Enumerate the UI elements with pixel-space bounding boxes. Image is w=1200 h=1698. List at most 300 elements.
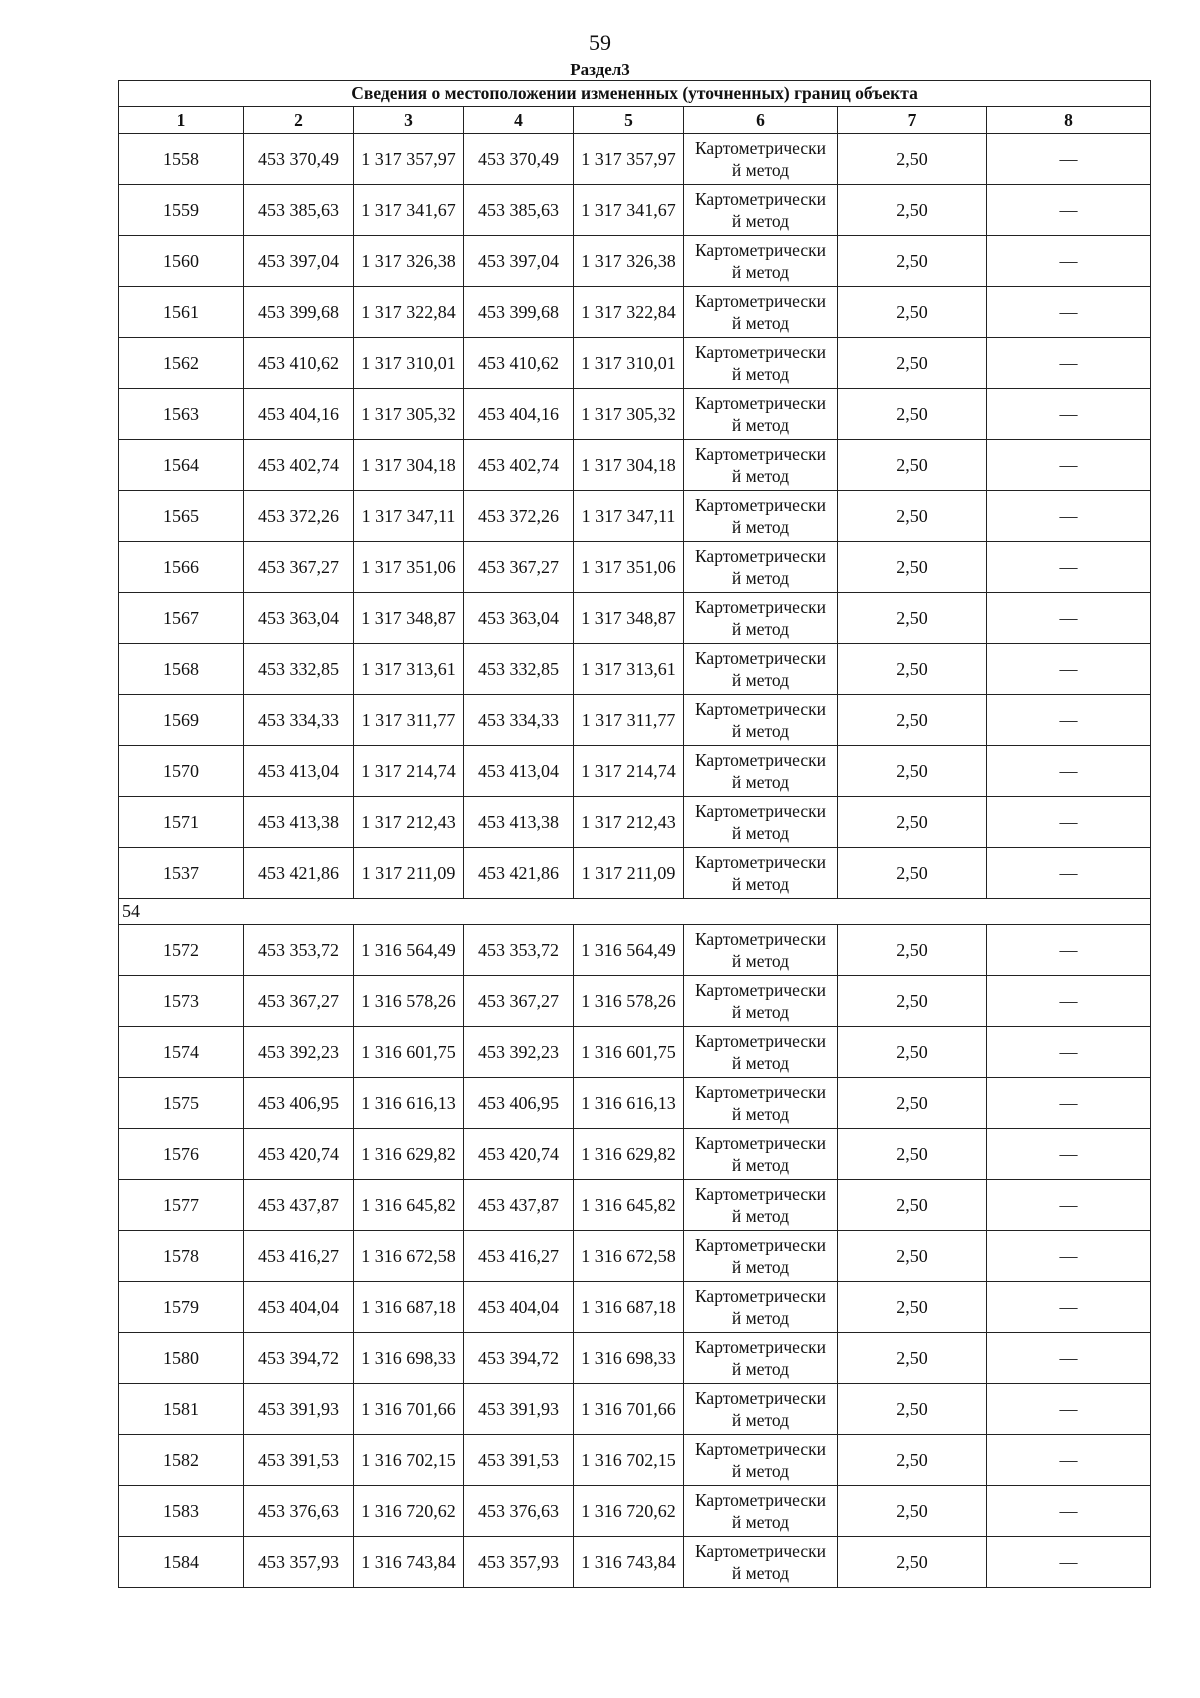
table-row — [119, 236, 1151, 287]
point-number-cell: 1568 — [119, 644, 244, 695]
accuracy-cell: 2,50 — [838, 185, 987, 236]
x-existing-cell: 453 372,26 — [244, 491, 354, 542]
accuracy-cell: 2,50 — [838, 925, 987, 976]
point-number-cell: 1562 — [119, 338, 244, 389]
method-cell — [684, 1027, 838, 1078]
x-new-cell: 453 392,23 — [464, 1027, 574, 1078]
note-cell: — — [987, 491, 1151, 542]
y-existing-cell: 1 316 564,49 — [354, 925, 464, 976]
y-new-cell: 1 316 701,66 — [574, 1384, 684, 1435]
method-text-line: Картометрически — [694, 1133, 827, 1153]
x-existing-cell: 453 391,53 — [244, 1435, 354, 1486]
point-number-cell: 1582 — [119, 1435, 244, 1486]
y-new-cell: 1 316 687,18 — [574, 1282, 684, 1333]
note-cell: — — [987, 925, 1151, 976]
y-new-cell: 1 316 743,84 — [574, 1537, 684, 1588]
y-existing-cell: 1 317 212,43 — [354, 797, 464, 848]
y-new-cell: 1 317 310,01 — [574, 338, 684, 389]
note-cell: — — [987, 1384, 1151, 1435]
note-cell: — — [987, 1129, 1151, 1180]
table-row — [119, 338, 1151, 389]
accuracy-cell: 2,50 — [838, 1333, 987, 1384]
method-text-line: й метод — [731, 1461, 790, 1481]
table-row — [119, 440, 1151, 491]
y-existing-cell: 1 317 310,01 — [354, 338, 464, 389]
method-text-line: й метод — [731, 772, 790, 792]
x-existing-cell: 453 334,33 — [244, 695, 354, 746]
y-new-cell: 1 316 720,62 — [574, 1486, 684, 1537]
x-new-cell: 453 376,63 — [464, 1486, 574, 1537]
method-text-line: й метод — [731, 1410, 790, 1430]
y-existing-cell: 1 317 304,18 — [354, 440, 464, 491]
x-new-cell: 453 370,49 — [464, 134, 574, 185]
method-cell — [684, 976, 838, 1027]
method-text-line: Картометрически — [694, 699, 827, 719]
accuracy-cell: 2,50 — [838, 1282, 987, 1333]
x-existing-cell: 453 332,85 — [244, 644, 354, 695]
y-existing-cell: 1 317 313,61 — [354, 644, 464, 695]
method-cell — [684, 925, 838, 976]
table-title: Сведения о местоположении измененных (уточненных) границ объекта — [119, 81, 1151, 107]
x-new-cell: 453 402,74 — [464, 440, 574, 491]
y-new-cell: 1 316 702,15 — [574, 1435, 684, 1486]
x-new-cell: 453 421,86 — [464, 848, 574, 899]
method-cell — [684, 1078, 838, 1129]
x-new-cell: 453 410,62 — [464, 338, 574, 389]
method-cell — [684, 338, 838, 389]
method-text-line: Картометрически — [694, 1031, 827, 1051]
table-row — [119, 1486, 1151, 1537]
y-existing-cell: 1 317 311,77 — [354, 695, 464, 746]
y-new-cell: 1 317 214,74 — [574, 746, 684, 797]
column-header: 3 — [354, 107, 464, 134]
point-number-cell: 1559 — [119, 185, 244, 236]
note-cell: — — [987, 287, 1151, 338]
note-cell: — — [987, 1537, 1151, 1588]
x-new-cell: 453 420,74 — [464, 1129, 574, 1180]
method-text-line: Картометрически — [694, 648, 827, 668]
y-existing-cell: 1 317 322,84 — [354, 287, 464, 338]
y-existing-cell: 1 317 214,74 — [354, 746, 464, 797]
y-new-cell: 1 316 645,82 — [574, 1180, 684, 1231]
method-text-line: й метод — [731, 1359, 790, 1379]
y-existing-cell: 1 316 687,18 — [354, 1282, 464, 1333]
y-new-cell: 1 316 601,75 — [574, 1027, 684, 1078]
method-text-line: Картометрически — [694, 980, 827, 1000]
method-text-line: й метод — [731, 568, 790, 588]
table-row — [119, 797, 1151, 848]
point-number-cell: 1570 — [119, 746, 244, 797]
x-existing-cell: 453 437,87 — [244, 1180, 354, 1231]
accuracy-cell: 2,50 — [838, 1231, 987, 1282]
x-existing-cell: 453 404,16 — [244, 389, 354, 440]
method-text-line: й метод — [731, 1155, 790, 1175]
point-number-cell: 1566 — [119, 542, 244, 593]
point-number-cell: 1581 — [119, 1384, 244, 1435]
method-text-line: й метод — [731, 951, 790, 971]
accuracy-cell: 2,50 — [838, 491, 987, 542]
method-cell — [684, 797, 838, 848]
accuracy-cell: 2,50 — [838, 1078, 987, 1129]
section-label: Раздел3 — [570, 60, 630, 79]
accuracy-cell: 2,50 — [838, 338, 987, 389]
point-number-cell: 1583 — [119, 1486, 244, 1537]
x-existing-cell: 453 413,04 — [244, 746, 354, 797]
x-new-cell: 453 404,16 — [464, 389, 574, 440]
accuracy-cell: 2,50 — [838, 1027, 987, 1078]
point-number-cell: 1574 — [119, 1027, 244, 1078]
accuracy-cell: 2,50 — [838, 440, 987, 491]
method-text-line: Картометрически — [694, 852, 827, 872]
x-existing-cell: 453 376,63 — [244, 1486, 354, 1537]
x-new-cell: 453 413,04 — [464, 746, 574, 797]
method-text-line: Картометрически — [694, 597, 827, 617]
y-existing-cell: 1 316 743,84 — [354, 1537, 464, 1588]
method-cell — [684, 1129, 838, 1180]
method-text-line: Картометрически — [694, 240, 827, 260]
accuracy-cell: 2,50 — [838, 746, 987, 797]
method-cell — [684, 1435, 838, 1486]
table-row — [119, 389, 1151, 440]
point-number-cell: 1565 — [119, 491, 244, 542]
method-text-line: й метод — [731, 364, 790, 384]
note-cell: — — [987, 236, 1151, 287]
table-row — [119, 976, 1151, 1027]
column-number-row — [119, 107, 1151, 134]
accuracy-cell: 2,50 — [838, 644, 987, 695]
y-new-cell: 1 317 322,84 — [574, 287, 684, 338]
method-cell — [684, 542, 838, 593]
note-cell: — — [987, 644, 1151, 695]
column-header: 6 — [684, 107, 838, 134]
group-label: 54 — [119, 899, 1151, 925]
x-existing-cell: 453 391,93 — [244, 1384, 354, 1435]
point-number-cell: 1560 — [119, 236, 244, 287]
x-new-cell: 453 385,63 — [464, 185, 574, 236]
x-new-cell: 453 367,27 — [464, 542, 574, 593]
x-new-cell: 453 399,68 — [464, 287, 574, 338]
note-cell: — — [987, 440, 1151, 491]
table-row — [119, 593, 1151, 644]
point-number-cell: 1584 — [119, 1537, 244, 1588]
method-text-line: й метод — [731, 517, 790, 537]
method-text-line: Картометрически — [694, 342, 827, 362]
note-cell: — — [987, 185, 1151, 236]
table-row — [119, 1180, 1151, 1231]
method-text-line: й метод — [731, 1563, 790, 1583]
y-new-cell: 1 317 357,97 — [574, 134, 684, 185]
method-text-line: Картометрически — [694, 1286, 827, 1306]
accuracy-cell: 2,50 — [838, 848, 987, 899]
point-number-cell: 1564 — [119, 440, 244, 491]
x-existing-cell: 453 357,93 — [244, 1537, 354, 1588]
point-number-cell: 1575 — [119, 1078, 244, 1129]
x-new-cell: 453 334,33 — [464, 695, 574, 746]
x-new-cell: 453 353,72 — [464, 925, 574, 976]
y-new-cell: 1 316 616,13 — [574, 1078, 684, 1129]
method-text-line: й метод — [731, 1104, 790, 1124]
note-cell: — — [987, 797, 1151, 848]
y-existing-cell: 1 317 341,67 — [354, 185, 464, 236]
note-cell: — — [987, 1180, 1151, 1231]
column-header: 8 — [987, 107, 1151, 134]
method-cell — [684, 440, 838, 491]
accuracy-cell: 2,50 — [838, 1129, 987, 1180]
method-text-line: й метод — [731, 415, 790, 435]
method-text-line: Картометрически — [694, 1082, 827, 1102]
table-row — [119, 1435, 1151, 1486]
y-new-cell: 1 316 578,26 — [574, 976, 684, 1027]
y-new-cell: 1 317 348,87 — [574, 593, 684, 644]
note-cell: — — [987, 542, 1151, 593]
accuracy-cell: 2,50 — [838, 1435, 987, 1486]
method-text-line: Картометрически — [694, 801, 827, 821]
point-number-cell: 1579 — [119, 1282, 244, 1333]
y-existing-cell: 1 316 578,26 — [354, 976, 464, 1027]
method-text-line: й метод — [731, 1512, 790, 1532]
y-existing-cell: 1 316 720,62 — [354, 1486, 464, 1537]
x-existing-cell: 453 392,23 — [244, 1027, 354, 1078]
x-existing-cell: 453 421,86 — [244, 848, 354, 899]
y-existing-cell: 1 316 702,15 — [354, 1435, 464, 1486]
y-new-cell: 1 317 347,11 — [574, 491, 684, 542]
group-row — [119, 899, 1151, 925]
point-number-cell: 1576 — [119, 1129, 244, 1180]
method-text-line: й метод — [731, 466, 790, 486]
table-row — [119, 1231, 1151, 1282]
x-new-cell: 453 363,04 — [464, 593, 574, 644]
method-text-line: Картометрически — [694, 444, 827, 464]
table-row — [119, 542, 1151, 593]
method-cell — [684, 1486, 838, 1537]
y-existing-cell: 1 317 348,87 — [354, 593, 464, 644]
table-row — [119, 1282, 1151, 1333]
y-new-cell: 1 316 629,82 — [574, 1129, 684, 1180]
table-body — [119, 134, 1151, 1588]
x-existing-cell: 453 416,27 — [244, 1231, 354, 1282]
method-cell — [684, 287, 838, 338]
note-cell: — — [987, 1078, 1151, 1129]
x-new-cell: 453 332,85 — [464, 644, 574, 695]
method-cell — [684, 1537, 838, 1588]
x-existing-cell: 453 353,72 — [244, 925, 354, 976]
x-new-cell: 453 416,27 — [464, 1231, 574, 1282]
y-new-cell: 1 316 698,33 — [574, 1333, 684, 1384]
y-existing-cell: 1 316 645,82 — [354, 1180, 464, 1231]
accuracy-cell: 2,50 — [838, 1537, 987, 1588]
method-text-line: й метод — [731, 262, 790, 282]
y-new-cell: 1 317 341,67 — [574, 185, 684, 236]
accuracy-cell: 2,50 — [838, 1384, 987, 1435]
x-new-cell: 453 406,95 — [464, 1078, 574, 1129]
y-existing-cell: 1 317 351,06 — [354, 542, 464, 593]
note-cell: — — [987, 1282, 1151, 1333]
point-number-cell: 1563 — [119, 389, 244, 440]
method-cell — [684, 848, 838, 899]
note-cell: — — [987, 338, 1151, 389]
method-text-line: Картометрически — [694, 929, 827, 949]
x-existing-cell: 453 367,27 — [244, 542, 354, 593]
accuracy-cell: 2,50 — [838, 389, 987, 440]
method-cell — [684, 185, 838, 236]
column-header: 4 — [464, 107, 574, 134]
accuracy-cell: 2,50 — [838, 287, 987, 338]
y-existing-cell: 1 316 672,58 — [354, 1231, 464, 1282]
note-cell: — — [987, 1486, 1151, 1537]
table-row — [119, 695, 1151, 746]
table-row — [119, 1078, 1151, 1129]
column-header: 7 — [838, 107, 987, 134]
x-new-cell: 453 437,87 — [464, 1180, 574, 1231]
method-cell — [684, 1333, 838, 1384]
x-existing-cell: 453 397,04 — [244, 236, 354, 287]
coordinates-table — [118, 80, 1151, 1588]
x-existing-cell: 453 413,38 — [244, 797, 354, 848]
method-text-line: й метод — [731, 874, 790, 894]
x-existing-cell: 453 363,04 — [244, 593, 354, 644]
point-number-cell: 1569 — [119, 695, 244, 746]
y-existing-cell: 1 316 701,66 — [354, 1384, 464, 1435]
x-new-cell: 453 394,72 — [464, 1333, 574, 1384]
point-number-cell: 1558 — [119, 134, 244, 185]
y-existing-cell: 1 317 357,97 — [354, 134, 464, 185]
method-text-line: й метод — [731, 1002, 790, 1022]
method-text-line: й метод — [731, 670, 790, 690]
note-cell: — — [987, 746, 1151, 797]
method-cell — [684, 746, 838, 797]
method-text-line: й метод — [731, 211, 790, 231]
method-cell — [684, 593, 838, 644]
column-header: 1 — [119, 107, 244, 134]
y-new-cell: 1 317 211,09 — [574, 848, 684, 899]
x-new-cell: 453 372,26 — [464, 491, 574, 542]
method-text-line: й метод — [731, 1257, 790, 1277]
note-cell: — — [987, 1435, 1151, 1486]
point-number-cell: 1571 — [119, 797, 244, 848]
method-cell — [684, 1231, 838, 1282]
note-cell: — — [987, 695, 1151, 746]
method-text-line: й метод — [731, 619, 790, 639]
table-row — [119, 185, 1151, 236]
x-new-cell: 453 391,53 — [464, 1435, 574, 1486]
y-existing-cell: 1 317 305,32 — [354, 389, 464, 440]
x-existing-cell: 453 410,62 — [244, 338, 354, 389]
method-cell — [684, 695, 838, 746]
table-row — [119, 644, 1151, 695]
point-number-cell: 1577 — [119, 1180, 244, 1231]
table-row — [119, 491, 1151, 542]
accuracy-cell: 2,50 — [838, 542, 987, 593]
method-text-line: й метод — [731, 721, 790, 741]
y-existing-cell: 1 316 616,13 — [354, 1078, 464, 1129]
y-new-cell: 1 317 351,06 — [574, 542, 684, 593]
y-new-cell: 1 317 305,32 — [574, 389, 684, 440]
method-text-line: Картометрически — [694, 1541, 827, 1561]
table-row — [119, 134, 1151, 185]
method-text-line: й метод — [731, 1053, 790, 1073]
method-text-line: й метод — [731, 823, 790, 843]
note-cell: — — [987, 1333, 1151, 1384]
note-cell: — — [987, 134, 1151, 185]
note-cell: — — [987, 976, 1151, 1027]
point-number-cell: 1537 — [119, 848, 244, 899]
x-existing-cell: 453 402,74 — [244, 440, 354, 491]
y-existing-cell: 1 316 629,82 — [354, 1129, 464, 1180]
x-existing-cell: 453 367,27 — [244, 976, 354, 1027]
table-row — [119, 1129, 1151, 1180]
y-existing-cell: 1 316 698,33 — [354, 1333, 464, 1384]
x-existing-cell: 453 406,95 — [244, 1078, 354, 1129]
accuracy-cell: 2,50 — [838, 236, 987, 287]
table-row — [119, 1027, 1151, 1078]
table-row — [119, 1537, 1151, 1588]
table-row — [119, 746, 1151, 797]
method-text-line: Картометрически — [694, 291, 827, 311]
note-cell: — — [987, 593, 1151, 644]
point-number-cell: 1573 — [119, 976, 244, 1027]
method-text-line: Картометрически — [694, 750, 827, 770]
accuracy-cell: 2,50 — [838, 797, 987, 848]
method-text-line: Картометрически — [694, 393, 827, 413]
table-row — [119, 1384, 1151, 1435]
x-new-cell: 453 357,93 — [464, 1537, 574, 1588]
method-text-line: Картометрически — [694, 1388, 827, 1408]
point-number-cell: 1561 — [119, 287, 244, 338]
accuracy-cell: 2,50 — [838, 1180, 987, 1231]
method-text-line: Картометрически — [694, 546, 827, 566]
x-new-cell: 453 413,38 — [464, 797, 574, 848]
x-new-cell: 453 397,04 — [464, 236, 574, 287]
method-text-line: Картометрически — [694, 1235, 827, 1255]
x-existing-cell: 453 370,49 — [244, 134, 354, 185]
note-cell: — — [987, 1231, 1151, 1282]
column-header: 2 — [244, 107, 354, 134]
x-existing-cell: 453 394,72 — [244, 1333, 354, 1384]
accuracy-cell: 2,50 — [838, 593, 987, 644]
page-number: 59 — [589, 30, 611, 55]
y-new-cell: 1 316 672,58 — [574, 1231, 684, 1282]
method-cell — [684, 1384, 838, 1435]
note-cell: — — [987, 848, 1151, 899]
accuracy-cell: 2,50 — [838, 1486, 987, 1537]
accuracy-cell: 2,50 — [838, 695, 987, 746]
y-new-cell: 1 317 313,61 — [574, 644, 684, 695]
method-text-line: й метод — [731, 160, 790, 180]
point-number-cell: 1578 — [119, 1231, 244, 1282]
y-new-cell: 1 317 212,43 — [574, 797, 684, 848]
column-header: 5 — [574, 107, 684, 134]
y-new-cell: 1 316 564,49 — [574, 925, 684, 976]
x-existing-cell: 453 385,63 — [244, 185, 354, 236]
method-text-line: й метод — [731, 1206, 790, 1226]
method-cell — [684, 1282, 838, 1333]
table-row — [119, 925, 1151, 976]
method-cell — [684, 134, 838, 185]
accuracy-cell: 2,50 — [838, 134, 987, 185]
method-cell — [684, 236, 838, 287]
method-cell — [684, 1180, 838, 1231]
x-new-cell: 453 391,93 — [464, 1384, 574, 1435]
x-existing-cell: 453 420,74 — [244, 1129, 354, 1180]
point-number-cell: 1567 — [119, 593, 244, 644]
method-cell — [684, 491, 838, 542]
method-text-line: Картометрически — [694, 1439, 827, 1459]
x-new-cell: 453 367,27 — [464, 976, 574, 1027]
table-row — [119, 848, 1151, 899]
method-text-line: й метод — [731, 313, 790, 333]
y-existing-cell: 1 317 347,11 — [354, 491, 464, 542]
y-existing-cell: 1 317 326,38 — [354, 236, 464, 287]
